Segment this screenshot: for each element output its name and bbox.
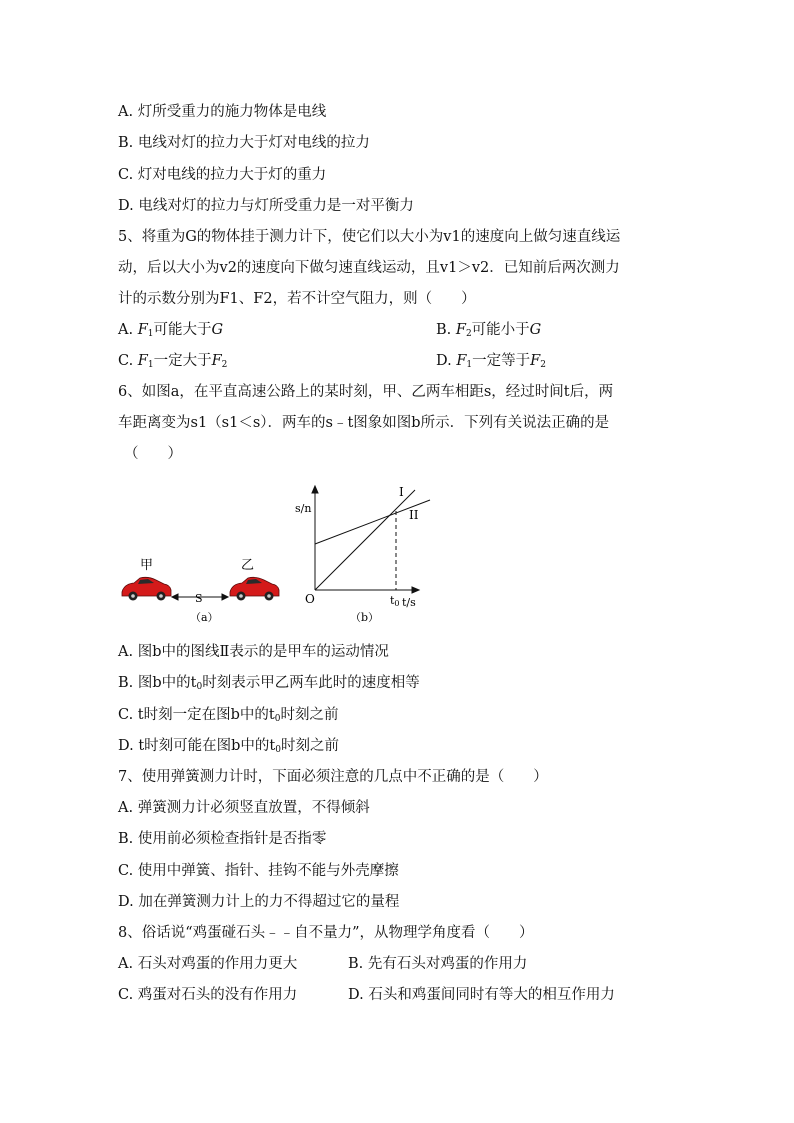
car-yi-icon xyxy=(230,577,279,600)
gap-label: S xyxy=(195,592,203,605)
q5-stem-line-2: 动，后以大小为v2的速度向下做匀速直线运动，且v1＞v2．已知前后两次测力 xyxy=(118,260,620,276)
line-one xyxy=(315,490,415,590)
line-two-label: II xyxy=(409,508,419,522)
q6-option-c: C. t时刻一定在图b中的$t_0$时刻之前 xyxy=(118,707,339,724)
q5-option-c: C. $F_1$一定大于$F_2$ xyxy=(118,353,228,370)
q6-stem-line-3: （ ） xyxy=(124,446,182,462)
q8-stem: 8、俗话说“鸡蛋碰石头﹣﹣自不量力”，从物理学角度看（ ） xyxy=(118,925,534,941)
car-yi-label: 乙 xyxy=(241,558,255,573)
q4-option-a: A. 灯所受重力的施力物体是电线 xyxy=(118,104,327,120)
line-two xyxy=(315,500,430,544)
fig-b-caption: （b） xyxy=(350,611,380,624)
q6-option-d: D. t时刻可能在图b中的$t_0$时刻之前 xyxy=(118,738,339,755)
q7-option-a: A. 弹簧测力计必须竖直放置，不得倾斜 xyxy=(118,800,370,816)
q5-option-d: D. $F_1$一定等于$F_2$ xyxy=(436,353,546,370)
q6-figure xyxy=(110,478,440,628)
q6-stem-line-1: 6、如图a，在平直高速公路上的某时刻，甲、乙两车相距s，经过时间t后，两 xyxy=(118,384,614,400)
t0-label: t0 xyxy=(390,594,400,608)
q5-option-b: B. $F_2$可能小于G xyxy=(436,322,542,339)
q8-option-d: D. 石头和鸡蛋间同时有等大的相互作用力 xyxy=(348,987,615,1003)
q7-option-c: C. 使用中弹簧、指针、挂钩不能与外壳摩擦 xyxy=(118,863,399,879)
q5-stem-line-1: 5、将重为G的物体挂于测力计下，使它们以大小为v1的速度向上做匀速直线运 xyxy=(118,229,621,245)
car-jia-icon xyxy=(122,577,171,600)
q8-option-b: B. 先有石头对鸡蛋的作用力 xyxy=(348,956,528,972)
q5-option-a: A. $F_1$可能大于G xyxy=(118,322,224,339)
q4-option-d: D. 电线对灯的拉力与灯所受重力是一对平衡力 xyxy=(118,198,414,214)
q8-option-a: A. 石头对鸡蛋的作用力更大 xyxy=(118,956,298,972)
q7-option-d: D. 加在弹簧测力计上的力不得超过它的量程 xyxy=(118,894,400,910)
q6-option-a: A. 图b中的图线Ⅱ表示的是甲车的运动情况 xyxy=(118,644,389,660)
q8-option-c: C. 鸡蛋对石头的没有作用力 xyxy=(118,987,298,1003)
q5-stem-line-3: 计的示数分别为F1、F2，若不计空气阻力，则（ ） xyxy=(118,291,476,307)
q6-option-b: B. 图b中的$t_0$时刻表示甲乙两车此时的速度相等 xyxy=(118,675,420,692)
car-jia-label: 甲 xyxy=(140,558,154,573)
q6-stem-line-2: 车距离变为s1（s1＜s）．两车的s﹣t图象如图b所示．下列有关说法正确的是 xyxy=(118,415,610,431)
line-one-label: I xyxy=(399,485,404,499)
y-axis-label: s/n xyxy=(295,502,312,515)
st-graph xyxy=(312,486,430,593)
origin-label: O xyxy=(305,592,315,606)
q4-option-b: B. 电线对灯的拉力大于灯对电线的拉力 xyxy=(118,135,370,151)
q7-option-b: B. 使用前必须检查指针是否指零 xyxy=(118,831,327,847)
q4-option-c: C. 灯对电线的拉力大于灯的重力 xyxy=(118,167,327,183)
fig-a-caption: （a） xyxy=(190,611,219,624)
q7-stem: 7、使用弹簧测力计时，下面必须注意的几点中不正确的是（ ） xyxy=(118,769,548,785)
x-axis-label: t/s xyxy=(402,596,416,609)
